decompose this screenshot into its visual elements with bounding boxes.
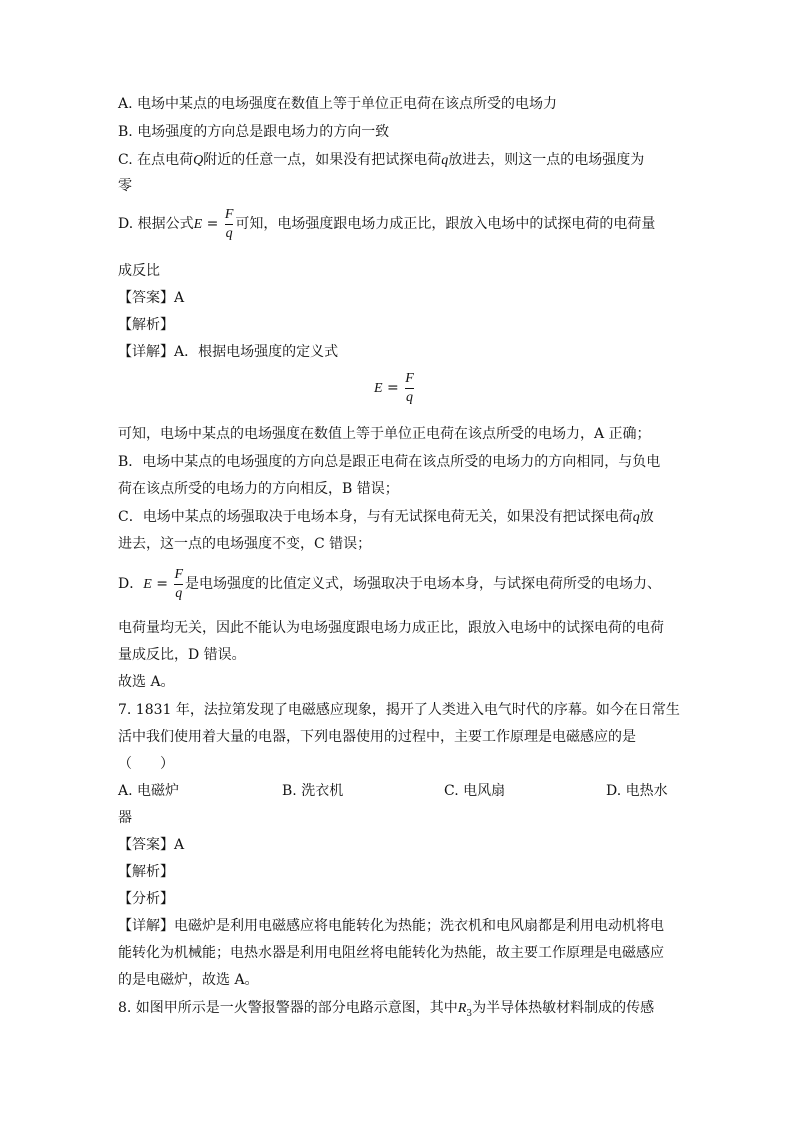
q7-option-d: D. 电热水 — [606, 783, 668, 799]
q6-detail-line6: 进去，这一点的电场强度不变，C 错误； — [118, 536, 372, 552]
q6-detail-line9: 量成反比，D 错误。 — [118, 647, 246, 663]
q7-stem-line1: 7. 1831 年，法拉第发现了电磁感应现象，揭开了人类进入电气时代的序幕。如今在日常生 — [118, 702, 680, 718]
formula-display: E = $\frac{F}{q}$ — [374, 370, 414, 405]
q7-stem-line2: 活中我们使用着大量的电器，下列电器使用的过程中，主要工作原理是电磁感应的是 — [118, 729, 636, 745]
q6-option-c-line2: 零 — [118, 178, 132, 194]
q7-answer: 【答案】A — [118, 837, 185, 853]
q6-analysis-heading: 【解析】 — [118, 317, 174, 333]
q6-option-b: B. 电场强度的方向总是跟电场力的方向一致 — [118, 124, 390, 140]
q6-detail-line8: 电荷量均无关，因此不能认为电场强度跟电场力成正比，跟放入电场中的试探电荷的电荷 — [118, 620, 664, 636]
q8-stem-line1: 8. 如图甲所示是一火警报警器的部分电路示意图，其中$R_3$为半导体热敏材料制成的传感 — [118, 1000, 655, 1019]
q6-option-a: A. 电场中某点的电场强度在数值上等于单位正电荷在该点所受的电场力 — [118, 96, 558, 112]
q7-paren: （ ） — [118, 756, 174, 772]
q6-answer: 【答案】A — [118, 290, 185, 306]
q6-detail-line5: C．电场中某点的场强取决于电场本身，与有无试探电荷无关，如果没有把试探电荷q放 — [118, 509, 654, 525]
q7-detail-line3: 的是电磁炉，故选 A。 — [118, 972, 259, 988]
q7-fenxi-heading: 【分析】 — [118, 891, 174, 907]
q7-option-c: C. 电风扇 — [444, 783, 506, 799]
q6-detail-line4: 荷在该点所受的电场力的方向相反，B 错误； — [118, 481, 399, 497]
q7-option-b: B. 洗衣机 — [282, 783, 344, 799]
q6-detail-line7: D．E = $\frac{F}{q}$ 是电场强度的比值定义式，场强取决于电场本身，与试探电荷所受的电场力、 — [118, 566, 661, 601]
formula-fraction: $\frac{F}{q}$ — [224, 206, 234, 241]
q6-option-d-line1: D. 根据公式E = $\frac{F}{q}$ 可知，电场强度跟电场力成正比，跟放入电场中的试探电荷的电荷量 — [118, 206, 656, 241]
q7-option-d-wrap: 器 — [118, 810, 132, 826]
q7-detail-line1: 【详解】电磁炉是利用电磁感应将电能转化为热能；洗衣机和电风扇都是利用电动机将电 — [118, 918, 664, 934]
q7-option-a: A. 电磁炉 — [118, 783, 180, 799]
q6-detail-line1: 【详解】A．根据电场强度的定义式 — [118, 344, 339, 360]
q6-conclusion: 故选 A。 — [118, 674, 175, 690]
q7-detail-line2: 能转化为机械能；电热水器是利用电阻丝将电能转化为热能，故主要工作原理是电磁感应 — [118, 945, 664, 961]
q6-option-c-line1: C. 在点电荷Q附近的任意一点，如果没有把试探电荷q放进去，则这一点的电场强度为 — [118, 152, 645, 168]
q7-analysis-heading: 【解析】 — [118, 864, 174, 880]
q6-detail-line3: B．电场中某点的电场强度的方向总是跟正电荷在该点所受的电场力的方向相同，与负电 — [118, 454, 661, 470]
q6-option-d-line2: 成反比 — [118, 263, 160, 279]
q6-detail-line2: 可知，电场中某点的电场强度在数值上等于单位正电荷在该点所受的电场力，A 正确； — [118, 426, 651, 442]
